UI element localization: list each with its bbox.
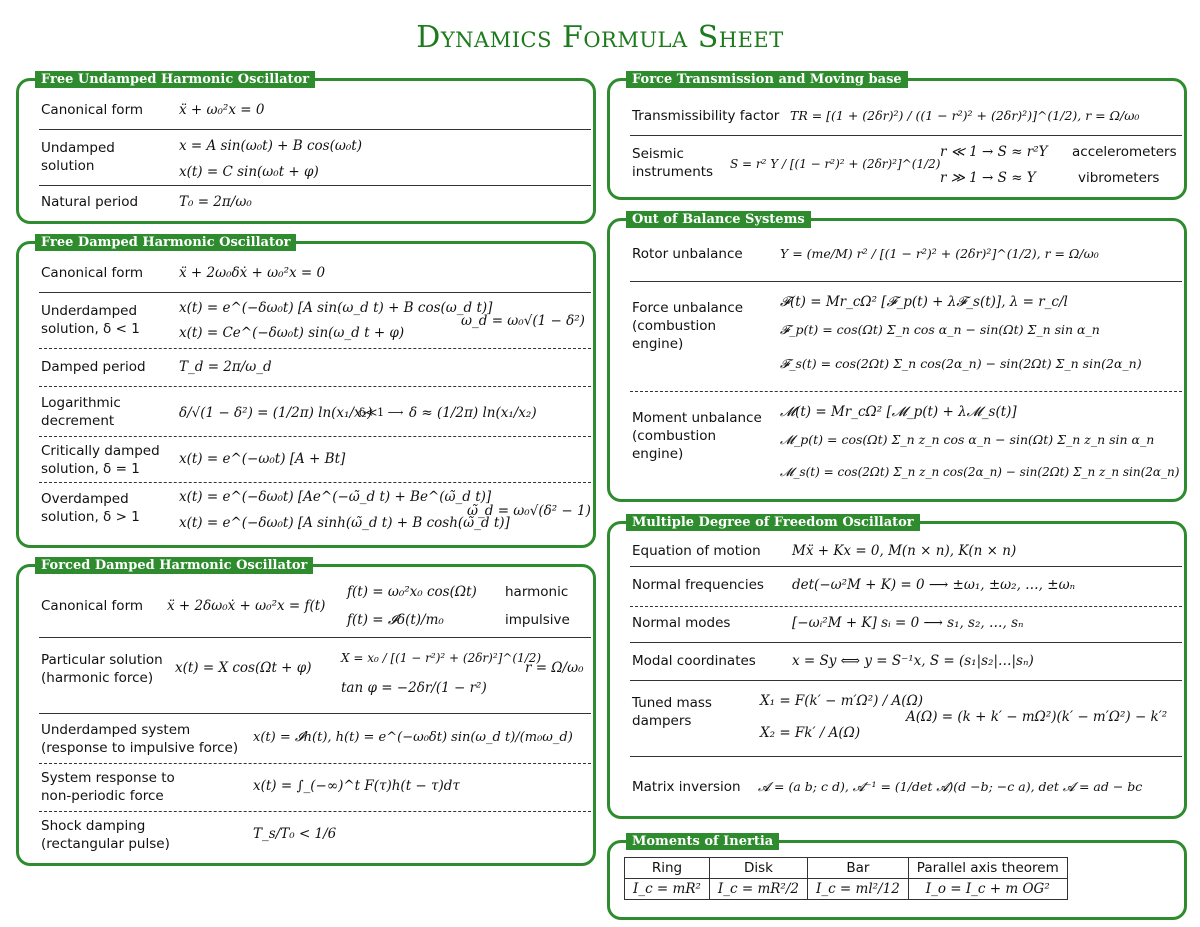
damped-over-eq-1: x(t) = e^(−δω₀t) [Ae^(−ω̃_d t) + Be^(ω̃_d t)] — [179, 489, 492, 505]
divider — [39, 292, 591, 293]
mdof-freq-eq: det(−ω²M + K) = 0 ⟶ ±ω₁, ±ω₂, …, ±ωₙ — [792, 577, 1076, 593]
mdof-matrix-eq: 𝓐 = (a b; c d), 𝓐⁻¹ = (1/det 𝓐)(d −b; −c a), det 𝓐 = ad − bc — [758, 779, 1143, 794]
damped-over-omega: ω̃_d = ω₀√(δ² − 1) — [467, 503, 591, 519]
forced-f-impulsive: f(t) = 𝓘δ(t)/m₀ — [347, 612, 444, 628]
damped-log-label-2: decrement — [41, 413, 115, 429]
forced-f-harmonic: f(t) = ω₀²x₀ cos(Ωt) — [347, 584, 477, 600]
divider — [39, 482, 591, 483]
forced-particular-X: X = x₀ / [(1 − r²)² + (2δr)²]^(1/2) — [341, 651, 542, 665]
mdof-freq-label: Normal frequencies — [632, 577, 764, 593]
damped-crit-eq: x(t) = e^(−ω₀t) [A + Bt] — [179, 451, 346, 467]
transmission-vib-tag: vibrometers — [1078, 170, 1160, 186]
divider — [630, 642, 1182, 643]
undamped-period-label: Natural period — [41, 194, 139, 210]
undamped-solution-label-2: solution — [41, 158, 95, 174]
damped-under-label — [41, 302, 140, 338]
unbalance-force-eq-3: 𝓕_s(t) = cos(2Ωt) Σ_n cos(2α_n) − sin(2Ωt) Σ_n sin(2α_n) — [780, 356, 1142, 371]
inertia-val-disk: I_c = mR²/2 — [709, 879, 807, 900]
damped-crit-label-2: solution, δ = 1 — [41, 461, 140, 477]
mdof-motion-label: Equation of motion — [632, 543, 761, 559]
damped-panel — [16, 235, 596, 548]
mdof-motion-eq: Mẍ + Kx = 0, M(n × n), K(n × n) — [792, 543, 1017, 559]
forced-particular-label-1: Particular solution — [41, 652, 163, 668]
divider — [39, 637, 591, 638]
unbalance-force-label-1: Force unbalance — [632, 300, 744, 316]
mdof-panel — [607, 515, 1187, 819]
inertia-col-ring: Ring — [625, 858, 710, 879]
unbalance-moment-label — [632, 409, 762, 463]
page-title: Dynamics Formula Sheet — [416, 20, 784, 55]
forced-shock-label — [41, 817, 170, 853]
forced-shock-label-1: Shock damping — [41, 818, 146, 834]
forced-impulse-label-2: (response to impulsive force) — [41, 740, 239, 756]
unbalance-force-label — [632, 299, 743, 353]
unbalance-rotor-eq: Y = (me/M) r² / [(1 − r²)² + (2δr)²]^(1/2), r = Ω/ω₀ — [780, 246, 1099, 261]
mdof-tuned-label — [632, 694, 712, 730]
forced-impulse-label — [41, 721, 238, 757]
forced-nonper-label-2: non-periodic force — [41, 788, 164, 804]
unbalance-header: Out of Balance Systems — [626, 211, 811, 228]
mdof-header: Multiple Degree of Freedom Oscillator — [626, 514, 920, 531]
unbalance-rotor-label: Rotor unbalance — [632, 246, 743, 262]
forced-shock-label-2: (rectangular pulse) — [41, 836, 170, 852]
forced-impulse-eq: x(t) = 𝓘h(t), h(t) = e^(−ω₀δt) sin(ω_d t)/(m₀ω_d) — [253, 730, 573, 745]
forced-f-harmonic-tag: harmonic — [505, 584, 569, 600]
unbalance-force-eq-2: 𝓕_p(t) = cos(Ωt) Σ_n cos α_n − sin(Ωt) Σ_n sin α_n — [780, 322, 1100, 337]
mdof-tuned-A: A(Ω) = (k + k′ − mΩ²)(k′ − m′Ω²) − k′² — [906, 709, 1168, 725]
undamped-solution-label-1: Undamped — [41, 140, 115, 156]
damped-period-eq: T_d = 2π/ω_d — [179, 359, 272, 375]
damped-log-label — [41, 394, 121, 430]
unbalance-moment-label-1: Moment unbalance — [632, 410, 762, 426]
forced-particular-eq: x(t) = X cos(Ωt + φ) — [175, 660, 312, 676]
forced-particular-r: r = Ω/ω₀ — [525, 660, 584, 676]
damped-over-eq-2: x(t) = e^(−δω₀t) [A sinh(ω̃_d t) + B cosh(ω̃_d t)] — [179, 515, 510, 531]
undamped-solution-eq-2: x(t) = C sin(ω₀t + φ) — [179, 164, 319, 180]
undamped-canonical-label: Canonical form — [41, 102, 144, 118]
damped-log-label-1: Logarithmic — [41, 395, 121, 411]
divider — [630, 756, 1182, 757]
damped-canonical-label: Canonical form — [41, 265, 144, 281]
damped-crit-label-1: Critically damped — [41, 443, 160, 459]
damped-log-arrow: δ≪1 ⟶ — [359, 406, 404, 419]
damped-over-label-2: solution, δ > 1 — [41, 509, 140, 525]
forced-f-impulsive-tag: impulsive — [505, 612, 570, 628]
divider — [630, 606, 1182, 607]
unbalance-force-label-3: engine) — [632, 336, 684, 352]
forced-impulse-label-1: Underdamped system — [41, 722, 191, 738]
forced-panel — [16, 558, 596, 866]
undamped-canonical-eq: ẍ + ω₀²x = 0 — [179, 102, 265, 118]
divider — [39, 713, 591, 714]
damped-under-label-1: Underdamped — [41, 303, 138, 319]
forced-particular-label — [41, 651, 163, 687]
unbalance-moment-label-3: engine) — [632, 446, 684, 462]
damped-period-label: Damped period — [41, 359, 146, 375]
mdof-modal-eq: x = Sy ⟺ y = S⁻¹x, S = (s₁|s₂|…|sₙ) — [792, 653, 1034, 669]
damped-header: Free Damped Harmonic Oscillator — [35, 234, 296, 251]
divider — [630, 391, 1182, 392]
unbalance-moment-eq-1: 𝓜(t) = Mr_cΩ² [𝓜_p(t) + λ𝓜_s(t)] — [780, 404, 1017, 420]
unbalance-moment-label-2: (combustion — [632, 428, 717, 444]
divider — [39, 811, 591, 812]
undamped-panel — [16, 72, 596, 224]
forced-canonical-eq: ẍ + 2δω₀ẋ + ω₀²x = f(t) — [167, 598, 326, 614]
transmission-acc-tag: accelerometers — [1072, 144, 1177, 160]
forced-particular-tan: tan φ = −2δr/(1 − r²) — [341, 680, 487, 696]
divider — [39, 185, 591, 186]
damped-over-label-1: Overdamped — [41, 491, 129, 507]
mdof-modes-label: Normal modes — [632, 615, 731, 631]
damped-under-label-2: solution, δ < 1 — [41, 321, 140, 337]
inertia-panel — [607, 834, 1187, 920]
undamped-period-eq: T₀ = 2π/ω₀ — [179, 194, 252, 210]
undamped-header: Free Undamped Harmonic Oscillator — [35, 71, 315, 88]
mdof-modes-eq: [−ωᵢ²M + K] sᵢ = 0 ⟶ s₁, s₂, …, sₙ — [792, 615, 1024, 631]
divider — [39, 348, 591, 349]
transmission-seismic-label — [632, 145, 713, 181]
inertia-val-bar: I_c = ml²/12 — [807, 879, 908, 900]
damped-log-eq-2: δ ≈ (1/2π) ln(x₁/x₂) — [409, 405, 537, 421]
unbalance-force-label-2: (combustion — [632, 318, 717, 334]
unbalance-panel — [607, 212, 1187, 502]
transmission-tr-eq: TR = [(1 + (2δr)²) / ((1 − r²)² + (2δr)²)]^(1/2), r = Ω/ω₀ — [790, 108, 1140, 123]
forced-nonper-eq: x(t) = ∫_(−∞)^t F(τ)h(t − τ)dτ — [253, 778, 460, 794]
transmission-seismic-eq: S = r² Y / [(1 − r²)² + (2δr)²]^(1/2) — [730, 157, 941, 171]
unbalance-moment-eq-2: 𝓜_p(t) = cos(Ωt) Σ_n z_n cos α_n − sin(Ωt) Σ_n z_n sin α_n — [780, 432, 1155, 447]
forced-nonper-label — [41, 769, 175, 805]
inertia-col-parallel: Parallel axis theorem — [908, 858, 1067, 879]
damped-log-eq-1: δ/√(1 − δ²) = (1/2π) ln(x₁/x₂) — [179, 405, 373, 421]
transmission-panel — [607, 72, 1187, 200]
mdof-tuned-x1: X₁ = F(k′ − m′Ω²) / A(Ω) — [760, 693, 924, 709]
transmission-acc-cond: r ≪ 1 → S ≈ r²Y — [940, 144, 1048, 160]
divider — [630, 135, 1182, 136]
transmission-vib-cond: r ≫ 1 → S ≈ Y — [940, 170, 1036, 186]
mdof-tuned-label-2: dampers — [632, 713, 692, 729]
forced-header: Forced Damped Harmonic Oscillator — [35, 557, 313, 574]
divider — [630, 281, 1182, 282]
damped-under-omega: ω_d = ω₀√(1 − δ²) — [461, 313, 585, 329]
inertia-col-bar: Bar — [807, 858, 908, 879]
mdof-tuned-x2: X₂ = Fk′ / A(Ω) — [760, 725, 861, 741]
damped-under-eq-2: x(t) = Ce^(−δω₀t) sin(ω_d t + φ) — [179, 325, 405, 341]
inertia-header: Moments of Inertia — [626, 833, 779, 850]
forced-shock-eq: T_s/T₀ < 1/6 — [253, 826, 337, 842]
divider — [39, 129, 591, 130]
inertia-col-disk: Disk — [709, 858, 807, 879]
unbalance-moment-eq-3: 𝓜_s(t) = cos(2Ωt) Σ_n z_n cos(2α_n) − sin(2Ωt) Σ_n z_n sin(2α_n) — [780, 465, 1180, 479]
divider — [630, 566, 1182, 567]
inertia-table — [624, 857, 1068, 900]
transmission-tr-label: Transmissibility factor — [632, 108, 780, 124]
inertia-val-ring: I_c = mR² — [625, 879, 710, 900]
divider — [39, 386, 591, 387]
divider — [630, 680, 1182, 681]
undamped-solution-label — [41, 139, 115, 175]
mdof-modal-label: Modal coordinates — [632, 653, 756, 669]
forced-particular-label-2: (harmonic force) — [41, 670, 154, 686]
mdof-matrix-label: Matrix inversion — [632, 779, 741, 795]
divider — [39, 763, 591, 764]
forced-canonical-label: Canonical form — [41, 598, 144, 614]
inertia-val-parallel: I_o = I_c + m OG² — [908, 879, 1067, 900]
unbalance-force-eq-1: 𝓕(t) = Mr_cΩ² [𝓕_p(t) + λ𝓕_s(t)], λ = r_c/l — [780, 294, 1068, 310]
undamped-solution-eq-1: x = A sin(ω₀t) + B cos(ω₀t) — [179, 138, 362, 154]
transmission-seismic-label-1: Seismic — [632, 146, 684, 162]
damped-canonical-eq: ẍ + 2ω₀δẋ + ω₀²x = 0 — [179, 265, 326, 281]
damped-crit-label — [41, 442, 160, 478]
transmission-seismic-label-2: instruments — [632, 164, 714, 180]
damped-under-eq-1: x(t) = e^(−δω₀t) [A sin(ω_d t) + B cos(ω_d t)] — [179, 300, 493, 316]
divider — [39, 436, 591, 437]
forced-nonper-label-1: System response to — [41, 770, 175, 786]
transmission-header: Force Transmission and Moving base — [626, 71, 908, 88]
mdof-tuned-label-1: Tuned mass — [632, 695, 712, 711]
damped-over-label — [41, 490, 140, 526]
